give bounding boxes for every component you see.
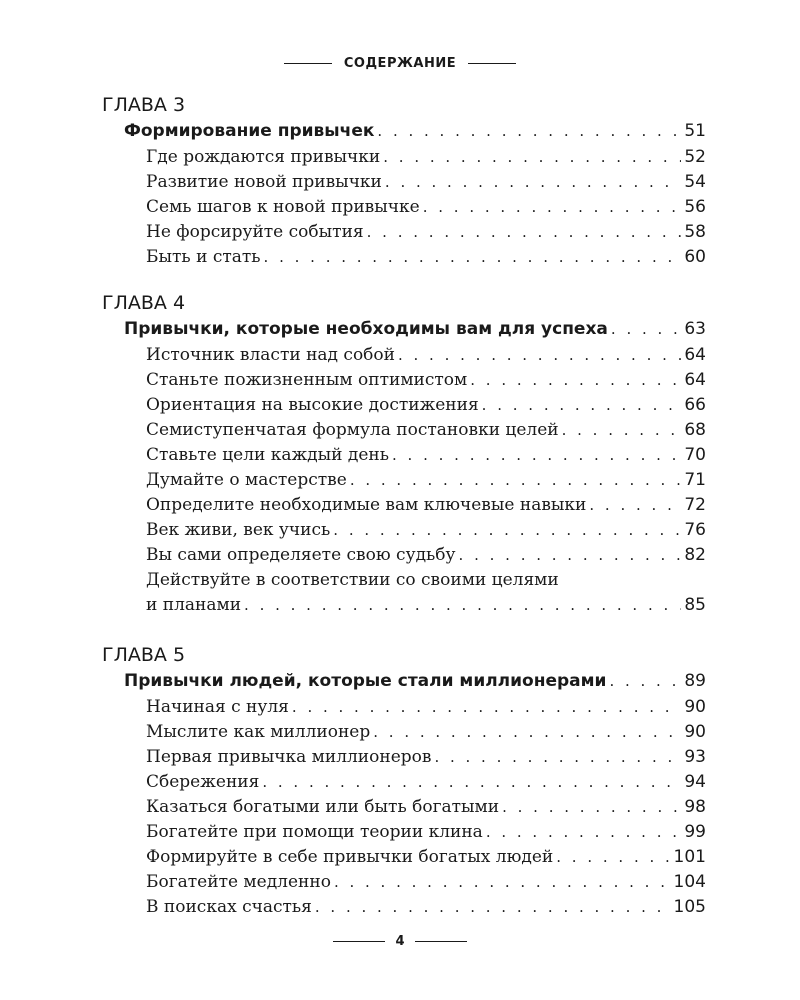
dot-leader [385,170,681,195]
entry-title: Вы сами определяете свою судьбу [146,545,456,565]
chapter-title-entry[interactable] [124,316,706,343]
entry-title: Первая привычка миллионеров [146,747,432,767]
page-number: 66 [684,395,706,415]
dot-leader [262,770,681,795]
dot-leader [292,695,681,720]
dot-leader [392,443,681,468]
toc-entry[interactable] [146,170,706,195]
dot-leader [244,593,681,618]
toc-entry[interactable] [146,820,706,845]
toc-entry[interactable] [146,368,706,393]
entry-title: Богатейте медленно [146,872,331,892]
dot-leader [459,543,682,568]
chapter-5-section [102,642,706,920]
dot-leader [589,493,681,518]
toc-entry[interactable] [146,870,706,895]
entry-title: Определите необходимые вам ключевые навыки [146,495,587,515]
page-number: 76 [684,520,706,540]
toc-entry[interactable] [146,245,706,270]
entry-title: Сбережения [146,772,260,792]
toc-entry-multiline[interactable] [146,568,706,618]
page-number: 60 [684,247,706,267]
dot-leader [562,418,682,443]
dot-leader [423,195,682,220]
dot-leader [350,468,682,493]
dot-leader [609,668,681,695]
page-number: 71 [684,470,706,490]
entry-title: Казаться богатыми или быть богатыми [146,797,500,817]
toc-entry[interactable] [146,770,706,795]
dot-leader [264,245,682,270]
page-header [0,56,800,71]
page-number: 101 [673,847,706,867]
toc-entry[interactable] [146,745,706,770]
entry-title: Источник власти над собой [146,345,395,365]
toc-entry[interactable] [146,795,706,820]
entry-title: Ставьте цели каждый день [146,445,390,465]
page-number: 93 [684,747,706,767]
page-number: 51 [684,121,706,141]
toc-entry[interactable] [146,845,706,870]
entry-title: Станьте пожизненным оптимистом [146,370,468,390]
entry-title-line1: Действуйте в соответствии со своими целями [146,570,559,590]
entry-title: Век живи, век учись [146,520,331,540]
page-number: 58 [684,222,706,242]
dot-leader [611,316,681,343]
page-number: 63 [684,319,706,339]
entry-title: Семь шагов к новой привычке [146,197,420,217]
toc-entry[interactable] [146,343,706,368]
dot-leader [502,795,681,820]
page-number: 105 [673,897,706,917]
page-number: 72 [684,495,706,515]
toc-entry-continuation [146,593,706,618]
page-number: 82 [684,545,706,565]
dot-leader [315,895,671,920]
page-number: 98 [684,797,706,817]
chapter-title-entry[interactable] [124,668,706,695]
page-number: 70 [684,445,706,465]
chapter-title: Привычки людей, которые стали миллионерами [124,671,607,691]
chapter-label: ГЛАВА 5 [102,644,186,666]
toc-entry[interactable] [146,393,706,418]
entry-title: Начиная с нуля [146,697,289,717]
page-number: 90 [684,697,706,717]
entry-title: Ориентация на высокие достижения [146,395,479,415]
dot-leader [334,870,671,895]
page-number: 52 [684,147,706,167]
footer-page-number: 4 [395,934,405,949]
page-footer [0,934,800,949]
entry-title: Богатейте при помощи теории клина [146,822,483,842]
dot-leader [333,518,681,543]
dot-leader [383,145,681,170]
page-number: 54 [684,172,706,192]
dot-leader [556,845,670,870]
entry-title: В поисках счастья [146,897,312,917]
toc-entry[interactable] [146,468,706,493]
chapter-3-section [102,92,706,270]
dot-leader [434,745,681,770]
dot-leader [398,343,681,368]
toc-entry[interactable] [146,543,706,568]
entry-title: Мыслите как миллионер [146,722,371,742]
chapter-title: Привычки, которые необходимы вам для успеха [124,319,608,339]
chapter-title-entry[interactable] [124,118,706,145]
page-number: 56 [684,197,706,217]
page-number: 90 [684,722,706,742]
page-number: 89 [684,671,706,691]
footer-rule-right [415,941,467,942]
entry-title: Быть и стать [146,247,261,267]
page-number: 94 [684,772,706,792]
chapter-4-section [102,290,706,618]
header-rule-left [284,63,332,64]
entry-title: Думайте о мастерстве [146,470,347,490]
entry-title-line2: и планами [146,595,242,615]
header-rule-right [468,63,516,64]
chapter-title: Формирование привычек [124,121,375,141]
toc-entry[interactable] [146,720,706,745]
entry-title: Развитие новой привычки [146,172,382,192]
page-number: 99 [684,822,706,842]
page-number: 104 [673,872,706,892]
entry-title: Семиступенчатая формула постановки целей [146,420,559,440]
page-number: 85 [684,595,706,615]
page-number: 68 [684,420,706,440]
toc-entry[interactable] [146,518,706,543]
chapter-label: ГЛАВА 4 [102,292,186,314]
toc-entry[interactable] [146,443,706,468]
footer-rule-left [333,941,385,942]
toc-entry[interactable] [146,695,706,720]
dot-leader [470,368,681,393]
toc-entry[interactable] [146,493,706,518]
header-title: СОДЕРЖАНИЕ [343,56,457,71]
toc-entry[interactable] [146,145,706,170]
entry-title: Где рождаются привычки [146,147,381,167]
toc-entry[interactable] [146,220,706,245]
page-number: 64 [684,370,706,390]
entry-title: Формируйте в себе привычки богатых людей [146,847,554,867]
dot-leader [482,393,682,418]
chapter-label: ГЛАВА 3 [102,94,186,116]
dot-leader [486,820,682,845]
dot-leader [377,118,681,145]
entry-title: Не форсируйте события [146,222,364,242]
toc-entry[interactable] [146,195,706,220]
dot-leader [367,220,682,245]
dot-leader [373,720,681,745]
toc-entry[interactable] [146,418,706,443]
page-number: 64 [684,345,706,365]
toc-entry[interactable] [146,895,706,920]
